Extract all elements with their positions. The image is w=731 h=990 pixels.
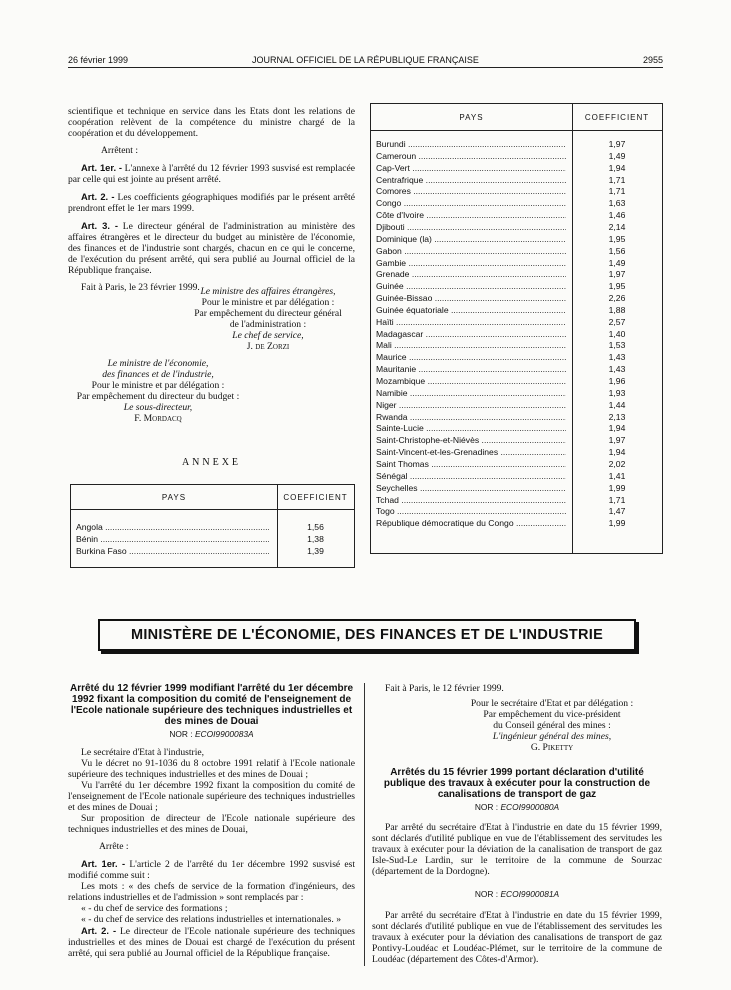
country-name: Togo ..... [376, 506, 566, 517]
country-name: Tchad ..... [376, 495, 566, 506]
article-1 [68, 162, 355, 185]
country-name: Guinée-Bissao ..... [376, 293, 566, 304]
country-name: Gabon ..... [376, 246, 566, 257]
coefficient-value: 1,47 [608, 506, 626, 517]
table-row [71, 534, 354, 545]
coefficient-value: 1,97 [608, 435, 626, 446]
arrete-1-p5: Les mots : « des chefs de service de la formation d'ingénieurs, des relations industrielles et de l'admission » sont remplacés par : [68, 881, 355, 903]
arretent-line: Arrêtent : [101, 145, 139, 156]
country-name: Saint Thomas ..... [376, 459, 566, 470]
table-row [371, 495, 662, 506]
arrete-1-signer: G. Piketty [530, 742, 574, 753]
table-row [371, 163, 662, 174]
coefficient-value: 2,13 [608, 411, 626, 422]
table-left-header-coefficient: COEFFICIENT [277, 485, 354, 510]
sig2-line-4: Par empêchement du directeur du budget : [76, 391, 240, 402]
fait-a-paris: Fait à Paris, le 23 février 1999. [81, 282, 200, 293]
table-row [371, 186, 662, 197]
arrete-1-p4: Sur proposition de directeur de l'Ecole nationale supérieure des techniques industrielles et des mines de Douai, [68, 813, 355, 835]
coefficient-value: 1,94 [608, 423, 626, 434]
coefficient-value: 1,71 [608, 174, 626, 185]
sig2-signer: F. Mordacq [134, 413, 182, 424]
table-row [371, 151, 662, 162]
table-row [371, 210, 662, 221]
table-row [371, 471, 662, 482]
sig1-line-2: Pour le ministre et par délégation : [201, 297, 335, 308]
country-name: Saint-Vincent-et-les-Grenadines ..... [376, 447, 566, 458]
article-3-label: Art. 3. - [81, 220, 119, 231]
table-row [371, 258, 662, 269]
table-row [371, 447, 662, 458]
coefficient-value: 1,95 [608, 233, 626, 244]
table-left-header-pays: PAYS [71, 485, 277, 510]
coefficient-value: 1,49 [608, 257, 626, 268]
table-row [71, 522, 354, 533]
table-row [371, 352, 662, 363]
country-name: Côte d'Ivoire ..... [376, 210, 566, 221]
coefficient-value: 1,39 [307, 546, 324, 556]
country-name: Centrafrique ..... [376, 175, 566, 186]
country-name: Sainte-Lucie ..... [376, 423, 566, 434]
sig2-line-5: Le sous-directeur, [123, 402, 193, 413]
table-row [371, 246, 662, 257]
sig2-line-2: des finances et de l'industrie, [102, 369, 214, 380]
country-name: Gambie ..... [376, 258, 566, 269]
article-3-text: Le directeur général de l'administration au ministère des affaires étrangères et le directeur du budget au ministère de l'économie, des finances et de l'industrie sont chargés, chacun en ce qui le concerne, de l'exécution du présent arrêté, qui sera publié au Journal officiel de la République française. [68, 221, 355, 276]
table-row [71, 546, 354, 557]
country-name: Madagascar ..... [376, 329, 566, 340]
arrete-1-sig-line-2: Par empêchement du vice-président [483, 709, 621, 720]
sig1-signer: J. de Zorzi [246, 341, 290, 352]
table-row [371, 412, 662, 423]
coefficient-value: 1,46 [608, 210, 626, 221]
table-row [371, 293, 662, 304]
coefficient-value: 1,88 [608, 304, 626, 315]
arrete-2-nor-2-code: ECOI9900081A [500, 889, 560, 899]
table-row [371, 459, 662, 470]
arrete-1-p2: Vu le décret no 91-1036 du 8 octobre 1991 relatif à l'Ecole nationale supérieure des techniques industrielles et des mines de Douai ; [68, 758, 355, 780]
country-name: Cap-Vert ..... [376, 163, 566, 174]
sig1-line-4: de l'administration : [229, 319, 307, 330]
article-2-label: Art. 2. - [81, 191, 115, 202]
coefficient-value: 2,14 [608, 221, 626, 232]
country-name: Guinée ..... [376, 281, 566, 292]
arrete-1-arrete: Arrête : [99, 841, 129, 852]
table-row [371, 518, 662, 529]
article-2 [68, 191, 355, 214]
country-name: République démocratique du Congo ..... [376, 518, 566, 529]
table-row [371, 483, 662, 494]
article-1-text: L'annexe à l'arrêté du 12 février 1993 susvisé est remplacée par celle qui est jointe au présent arrêté. [68, 163, 356, 185]
coefficient-value: 1,97 [608, 139, 626, 149]
table-row [371, 317, 662, 328]
country-name: Bénin ..... [76, 534, 269, 545]
coefficient-table-right [370, 103, 663, 554]
table-row [371, 305, 662, 316]
table-row [371, 139, 662, 150]
right-bottom-column [372, 683, 662, 965]
arrete-1-p6: « - du chef de service des formations ; [81, 903, 228, 914]
coefficient-table-left [70, 484, 355, 568]
country-name: Haïti ..... [376, 317, 566, 328]
coefficient-value: 2,02 [608, 458, 626, 469]
coefficient-value: 1,53 [608, 340, 626, 351]
coefficient-value: 1,40 [608, 328, 626, 339]
coefficient-value: 1,95 [608, 281, 626, 292]
arrete-1-article-1-label: Art. 1er. - [81, 858, 126, 869]
coefficient-value: 1,43 [608, 352, 626, 363]
arrete-1-fait: Fait à Paris, le 12 février 1999. [385, 683, 504, 694]
country-name: Namibie ..... [376, 388, 566, 399]
country-name: Saint-Christophe-et-Niévès ..... [376, 435, 566, 446]
arrete-1-article-2-text: Le directeur de l'Ecole nationale supérieure des techniques industrielles et des mines de Douai est chargé de l'exécution du présent arrêté, qui sera publié au Journal officiel de la République française. [68, 926, 356, 959]
country-name: Burundi ..... [376, 139, 566, 150]
coefficient-value: 1,56 [608, 245, 626, 256]
signature-block-2 [68, 358, 248, 424]
country-name: Mozambique ..... [376, 376, 566, 387]
country-name: Mauritanie ..... [376, 364, 566, 375]
country-name: Rwanda ..... [376, 412, 566, 423]
arrete-1-article-1 [68, 858, 355, 881]
header-rule [68, 67, 663, 68]
coefficient-value: 1,94 [608, 162, 626, 173]
arrete-1-article-2 [68, 925, 355, 959]
table-row [371, 222, 662, 233]
arrete-1-p1: Le secrétaire d'Etat à l'industrie, [81, 747, 205, 758]
coefficient-value: 1,43 [608, 364, 626, 375]
coefficient-value: 1,99 [608, 482, 626, 493]
table-row [371, 175, 662, 186]
sig2-line-1: Le ministre de l'économie, [107, 358, 209, 369]
article-2-text: Les coefficients géographiques modifiés par le présent arrêté prendront effet le 1er mars 1999. [68, 192, 355, 214]
table-row [371, 364, 662, 375]
table-row [371, 198, 662, 209]
coefficient-value: 1,38 [307, 534, 324, 544]
arrete-1-article-1-text: L'article 2 de l'arrêté du 1er décembre 1992 susvisé est modifié comme suit : [68, 859, 356, 881]
table-row [371, 423, 662, 434]
coefficient-value: 1,71 [608, 186, 626, 197]
arrete-2-p2: Par arrêté du secrétaire d'Etat à l'industrie en date du 15 février 1999, sont déclarés d'utilité publique en vue de l'établissement des servitudes les travaux à exécuter pour la déviation des canalisations de transport de gaz Pontivy-Loudéac et Loudéac-Plémet, sur le territoire de la commune de Loudéac (département des Côtes-d'Armor). [372, 910, 662, 965]
table-row [371, 376, 662, 387]
table-row [371, 435, 662, 446]
coefficient-value: 1,93 [608, 387, 626, 398]
ministry-banner: MINISTÈRE DE L'ÉCONOMIE, DES FINANCES ET DE L'INDUSTRIE [98, 619, 636, 651]
arrete-1-sig-line-4: L'ingénieur général des mines, [492, 731, 612, 742]
arrete-2-p1: Par arrêté du secrétaire d'Etat à l'industrie en date du 15 février 1999, sont déclarés d'utilité publique en vue de l'établissement des servitudes les travaux à exécuter pour la déviation de la canalisation de transport de gaz Isle-Sud-Le Lardin, sur le territoire de la commune de Sourzac (département de la Dordogne). [372, 822, 662, 877]
arrete-1-p3: Vu l'arrêté du 1er décembre 1992 fixant la composition du comité de l'enseignement de l'Ecole nationale supérieure des techniques industrielles et des mines de Douai ; [68, 780, 355, 813]
country-name: Mali ..... [376, 340, 566, 351]
arrete-1-nor-code: ECOI9900083A [194, 729, 254, 739]
arrete-2-nor-1-code: ECOI9900080A [500, 802, 560, 812]
table-row [371, 340, 662, 351]
arrete-1-title: Arrêté du 12 février 1999 modifiant l'arrêté du 1er décembre 1992 fixant la composition du comité de l'enseignement de l'Ecole nationale supérieure des techniques industrielles et des mines de Douai [69, 683, 354, 727]
table-row [371, 506, 662, 517]
arrete-2-nor-2-label: NOR : [474, 889, 499, 899]
arrete-1-signature [372, 698, 662, 753]
signature-block-1 [178, 286, 358, 352]
header-page-number: 2955 [642, 55, 663, 65]
country-name: Maurice ..... [376, 352, 566, 363]
arrete-1-column [68, 683, 355, 959]
country-name: Burkina Faso ..... [76, 546, 269, 557]
header-date: 26 février 1999 [68, 55, 129, 65]
country-name: Comores ..... [376, 186, 566, 197]
coefficient-value: 1,96 [608, 376, 626, 386]
sig2-line-3: Pour le ministre et par délégation : [91, 380, 225, 391]
country-name: Angola ..... [76, 522, 269, 533]
country-name: Congo ..... [376, 198, 566, 209]
header-title: JOURNAL OFFICIEL DE LA RÉPUBLIQUE FRANÇAISE [252, 55, 479, 65]
arrete-1-article-2-label: Art. 2. - [81, 925, 117, 936]
country-name: Grenade ..... [376, 269, 566, 280]
coefficient-value: 1,97 [608, 269, 626, 280]
arrete-1-nor [68, 729, 355, 740]
country-name: Cameroun ..... [376, 151, 566, 162]
table-right-header-coefficient: COEFFICIENT [572, 104, 662, 131]
table-row [371, 388, 662, 399]
sig1-line-3: Par empêchement du directeur général [194, 308, 342, 319]
country-name: Niger ..... [376, 400, 566, 411]
coefficient-value: 2,57 [608, 316, 626, 327]
annexe-title: ANNEXE [181, 457, 242, 468]
sig1-line-1: Le ministre des affaires étrangères, [200, 286, 336, 297]
article-1-label: Art. 1er. - [81, 162, 123, 173]
arrete-2-nor-2 [372, 889, 662, 900]
arrete-1-sig-line-1: Pour le secrétaire d'Etat et par délégation : [470, 698, 634, 709]
country-name: Djibouti ..... [376, 222, 566, 233]
left-column-top [68, 106, 355, 293]
arrete-1-sig-line-3: du Conseil général des mines : [493, 720, 611, 731]
table-row [371, 234, 662, 245]
coefficient-value: 1,56 [307, 522, 324, 532]
sig1-line-5: Le chef de service, [232, 330, 304, 341]
table-row [371, 281, 662, 292]
table-row [371, 269, 662, 280]
country-name: Dominique (la) ..... [376, 234, 566, 245]
coefficient-value: 1,41 [608, 470, 626, 481]
country-name: Seychelles ..... [376, 483, 566, 494]
country-name: Guinée équatoriale ..... [376, 305, 566, 316]
arrete-2-title: Arrêtés du 15 février 1999 portant déclaration d'utilité publique des travaux à exécuter pour la construction de canalisations de transport de gaz [383, 767, 651, 800]
article-3 [68, 220, 355, 276]
arrete-1-p7: « - du chef de service des relations industrielles et internationales. » [81, 914, 342, 925]
coefficient-value: 1,71 [608, 494, 626, 505]
coefficient-value: 1,44 [608, 399, 626, 410]
coefficient-value: 1,99 [608, 518, 626, 529]
arrete-2-nor-1-label: NOR : [474, 802, 499, 812]
arrete-1-nor-label: NOR : [169, 729, 193, 739]
table-row [371, 400, 662, 411]
coefficient-value: 2,26 [608, 293, 626, 304]
country-name: Sénégal ..... [376, 471, 566, 482]
column-separator [364, 683, 365, 966]
table-right-header-pays: PAYS [371, 104, 572, 131]
coefficient-value: 1,94 [608, 447, 626, 458]
coefficient-value: 1,63 [608, 198, 626, 209]
coefficient-value: 1,49 [608, 150, 626, 161]
table-row [371, 329, 662, 340]
arrete-2-nor-1 [372, 802, 662, 813]
intro-text: scientifique et technique en service dans les Etats dont les relations de coopération relèvent de la compétence du ministre chargé de la coopération et du développement. [68, 106, 355, 139]
